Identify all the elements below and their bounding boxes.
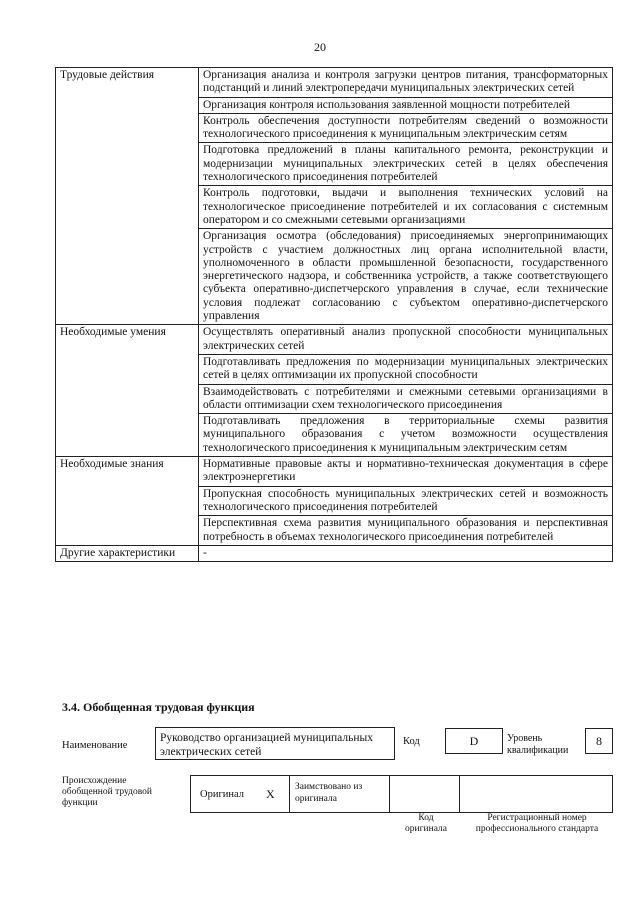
- table-cell: Организация анализа и контроля загрузки центров питания, трансформаторных подстанций и линий электропередачи муниципальных электрических сетей: [199, 68, 613, 98]
- level-value: 8: [596, 734, 602, 748]
- table-cell: -: [199, 545, 613, 561]
- level-box: [585, 728, 613, 754]
- table-cell: Подготавливать предложения в территориальные схемы развития муниципального образования с учетом возможности осуществления технологического присоединения к муниципальным электрическим сетям: [199, 414, 613, 457]
- table-cell: Контроль обеспечения доступности потребителям сведений о возможности технологического присоединения к муниципальным электрическим сетям: [199, 113, 613, 143]
- table-row: [56, 325, 613, 355]
- level-label: Уровень квалификации: [507, 733, 569, 756]
- original-mark: X: [266, 787, 275, 801]
- row-group-label: Трудовые действия: [56, 68, 199, 325]
- name-box: [155, 727, 395, 760]
- borrowed-label: Заимствовано из оригинала: [295, 782, 363, 804]
- row-group-label: Необходимые умения: [56, 325, 199, 457]
- function-name: Руководство организацией муниципальных электрических сетей: [160, 732, 373, 758]
- table-cell: Организация контроля использования заявленной мощности потребителей: [199, 97, 613, 113]
- row-group-label: Другие характеристики: [56, 545, 199, 561]
- table-row: [56, 68, 613, 98]
- origin-label: Происхождение обобщенной трудовой функции: [62, 776, 152, 808]
- table-cell: Перспективная схема развития муниципального образования и перспективная потребность в объемах технологического присоединения потребителей: [199, 516, 613, 546]
- table-cell: Нормативные правовые акты и нормативно-техническая документация в сфере электроэнергетики: [199, 457, 613, 487]
- original-label: Оригинал: [200, 789, 244, 800]
- table-row: [56, 457, 613, 487]
- page-number: 20: [314, 40, 326, 54]
- code-origin-caption: Код оригинала: [405, 813, 447, 834]
- code-value: D: [469, 734, 479, 748]
- table-cell: Подготавливать предложения по модернизации муниципальных электрических сетей в целях оптимизации их пропускной способности: [199, 354, 613, 384]
- table-cell: Контроль подготовки, выдачи и выполнения технических условий на технологическое присоединение потребителей и их согласования с системным оператором и со смежными сетевыми организациями: [199, 186, 613, 229]
- code-label: Код: [403, 736, 420, 747]
- table-cell: Взаимодействовать с потребителями и смежными сетевыми организациями в области оптимизации схем технологического присоединения: [199, 384, 613, 414]
- table-row: [56, 545, 613, 561]
- row-group-label: Необходимые знания: [56, 457, 199, 546]
- table-cell: Организация осмотра (обследования) присоединяемых энергопринимающих устройств с участием должностных лиц органа исполнительной власти, уполномоченного в области промышленной безопасности, государственного энергетического надзора, и собственника устройств, а также соответствующего субъекта оперативно-диспетчерского управления в случае, если технические условия подлежат согласованию с субъектом оперативно-диспетчерского управления: [199, 229, 613, 325]
- table-cell: Осуществлять оперативный анализ пропускной способности муниципальных электрических сетей: [199, 325, 613, 355]
- requirements-table: [55, 67, 613, 562]
- section-heading: 3.4. Обобщенная трудовая функция: [62, 700, 255, 714]
- reg-number-caption: Регистрационный номер профессионального стандарта: [475, 813, 599, 834]
- table-cell: Пропускная способность муниципальных электрических сетей и возможность технологического присоединения потребителей: [199, 486, 613, 516]
- origin-table: [190, 775, 613, 813]
- code-box: [445, 728, 503, 754]
- name-label: Наименование: [62, 740, 128, 751]
- table-cell: Подготовка предложений в планы капитального ремонта, реконструкции и модернизации муниципальных электрических сетей в целях обеспечения технологического присоединения потребителей: [199, 143, 613, 186]
